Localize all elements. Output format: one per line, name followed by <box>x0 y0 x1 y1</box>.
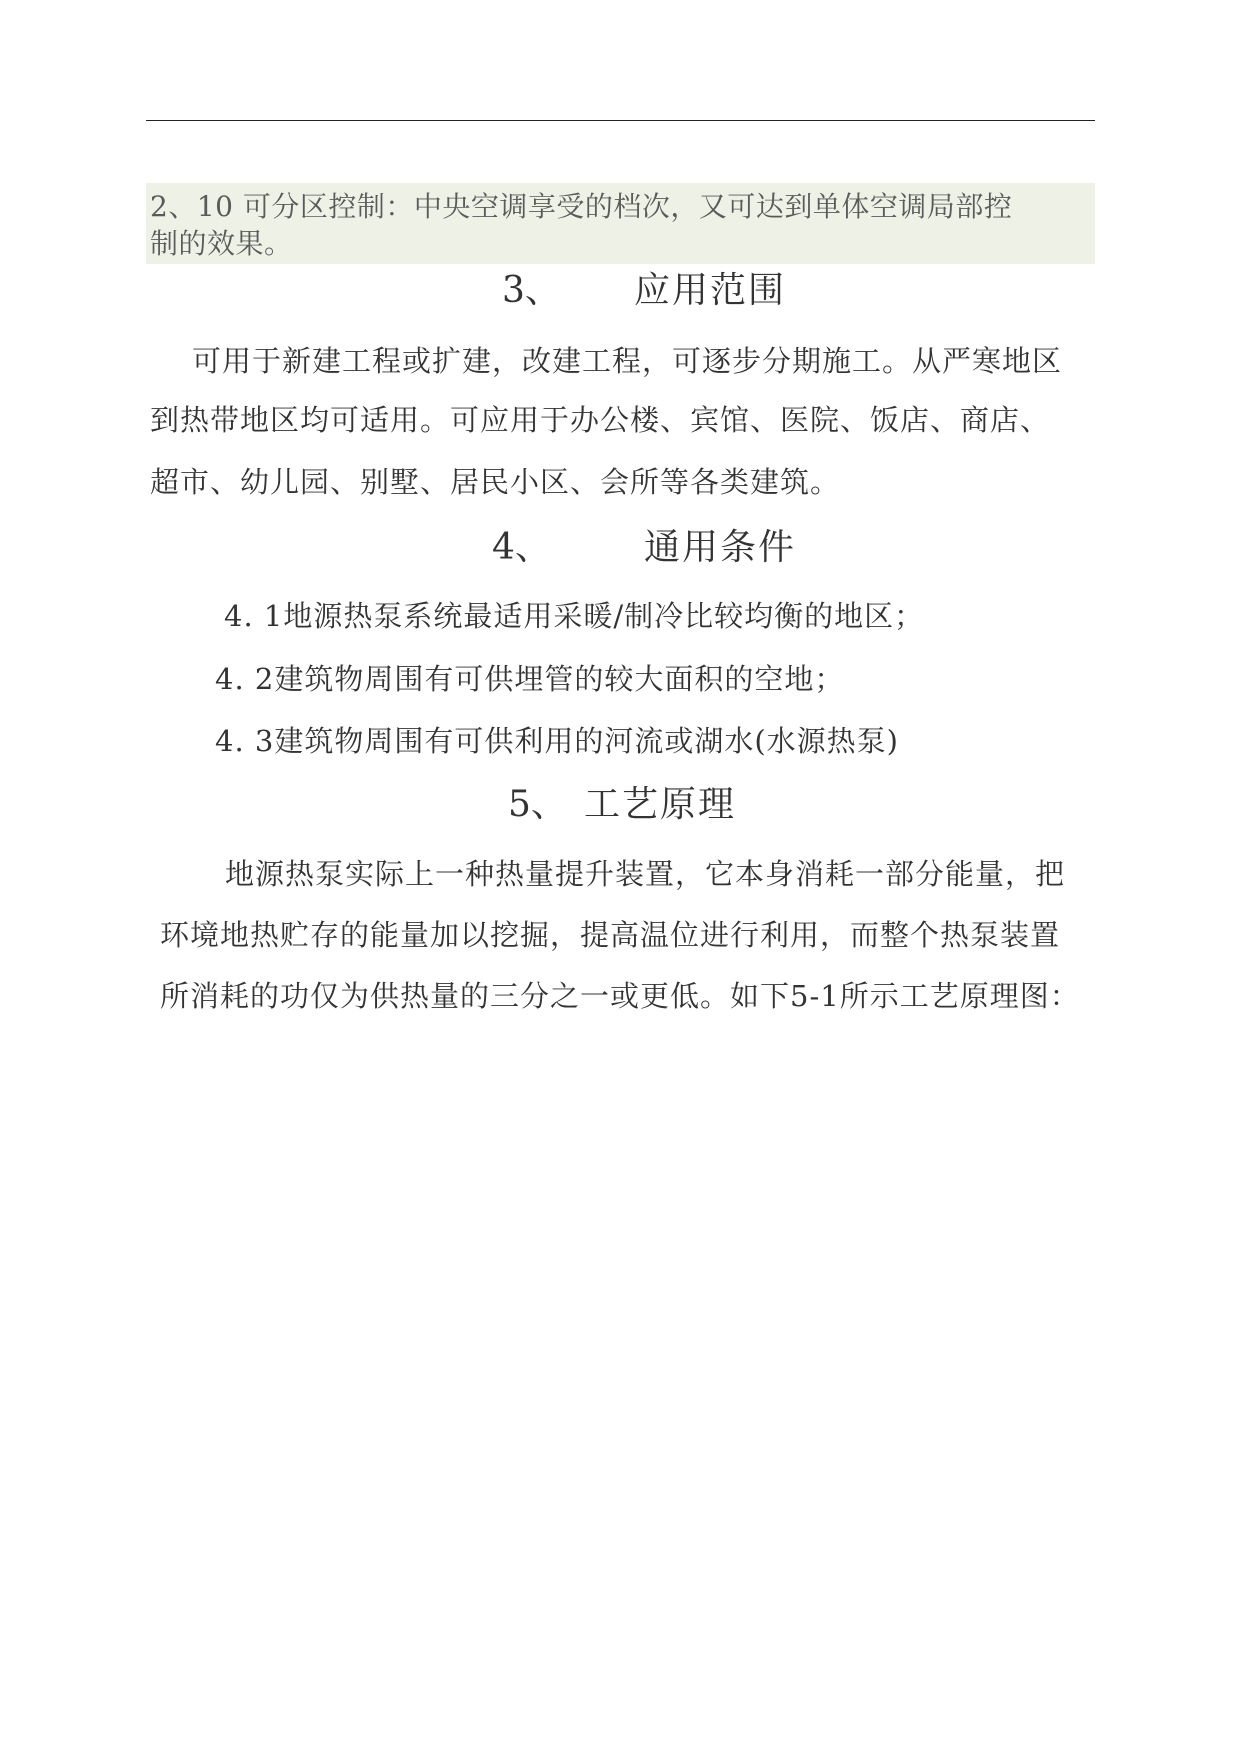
section-5-paragraph-line: 所消耗的功仅为供热量的三分之一或更低。如下5-1所示工艺原理图： <box>160 979 1080 1013</box>
section-5-paragraph-line: 地源热泵实际上一种热量提升装置，它本身消耗一部分能量，把 <box>225 857 1066 891</box>
section-5-paragraph-line: 环境地热贮存的能量加以挖掘，提高温位进行利用，而整个热泵装置 <box>160 918 1061 952</box>
highlight-line-2: 制的效果。 <box>150 227 293 260</box>
section-4-title: 通用条件 <box>644 527 797 568</box>
section-5-title: 工艺原理 <box>584 784 737 825</box>
section-3-title: 应用范围 <box>634 270 787 311</box>
section-4-list-item: 4. 3建筑物周围有可供利用的河流或湖水(水源热泵) <box>215 724 899 758</box>
section-4-list-item: 4. 1地源热泵系统最适用采暖/制冷比较均衡的地区； <box>224 599 925 633</box>
section-4-list-item: 4. 2建筑物周围有可供埋管的较大面积的空地； <box>215 662 845 696</box>
highlight-line-1: 2、10 可分区控制：中央空调享受的档次，又可达到单体空调局部控 <box>150 190 1013 223</box>
section-4-number: 4、 <box>492 527 551 568</box>
section-3-number: 3、 <box>502 270 561 311</box>
section-3-paragraph-line: 可用于新建工程或扩建，改建工程，可逐步分期施工。从严寒地区 <box>192 344 1063 378</box>
section-3-paragraph-line: 超市、幼儿园、别墅、居民小区、会所等各类建筑。 <box>150 465 841 499</box>
section-5-number: 5、 <box>508 784 567 825</box>
header-rule <box>146 120 1095 121</box>
section-3-paragraph-line: 到热带地区均可适用。可应用于办公楼、宾馆、医院、饭店、商店、 <box>150 403 1051 437</box>
